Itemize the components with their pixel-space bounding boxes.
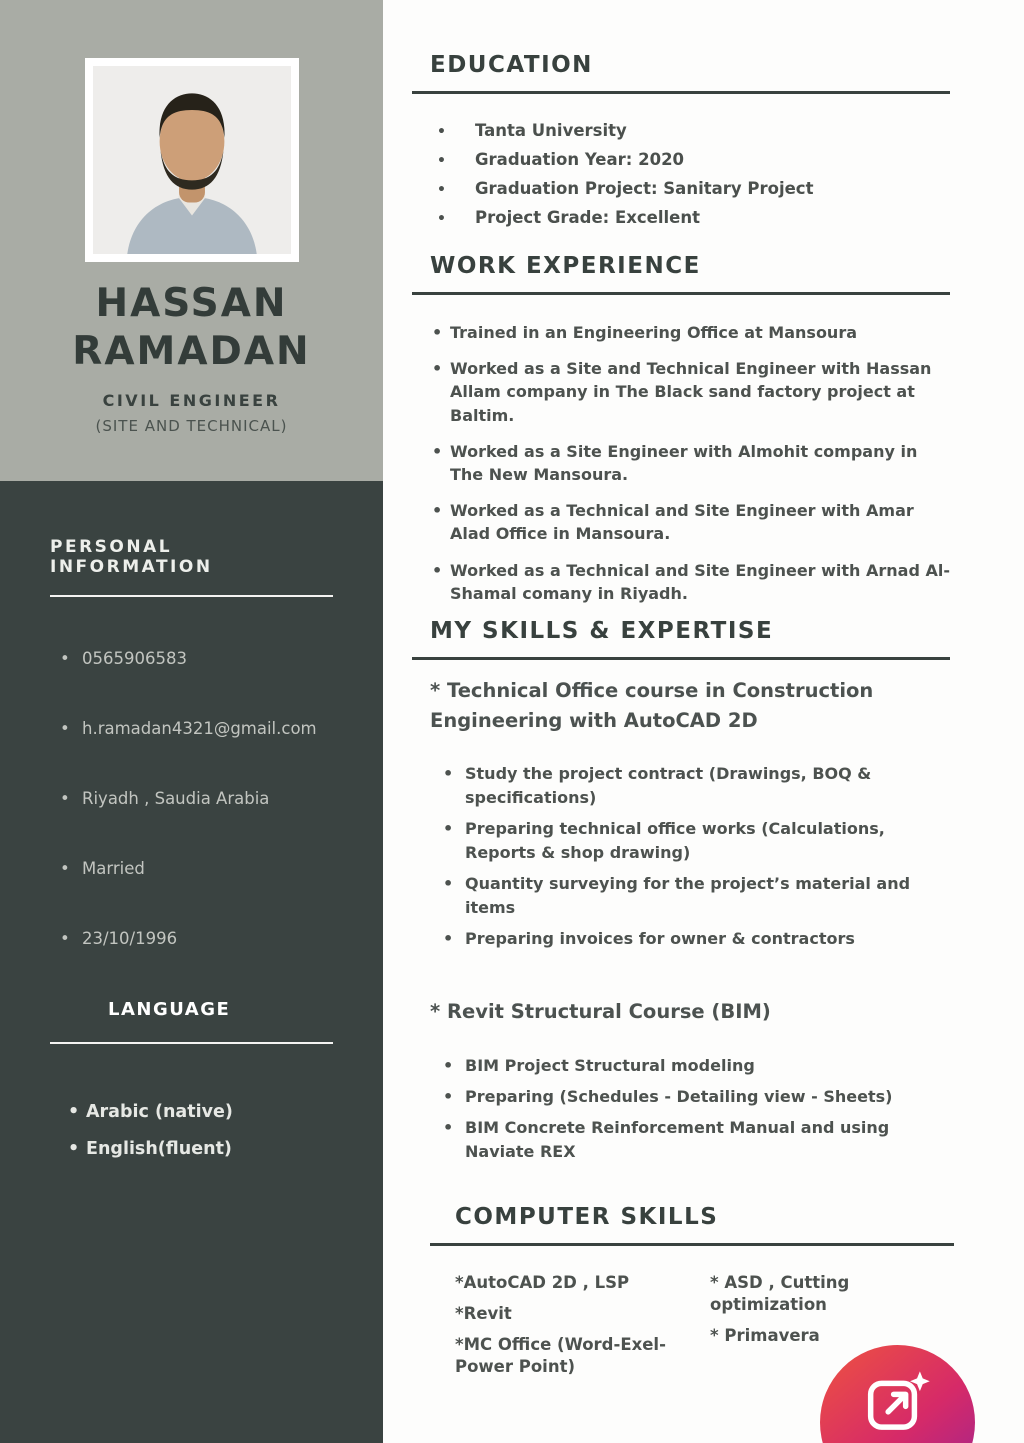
course-title-revit: * Revit Structural Course (BIM) [430, 1000, 771, 1024]
language-item: • English(fluent) [86, 1139, 333, 1159]
person-name [0, 280, 383, 375]
computer-skill-item: *AutoCAD 2D , LSP [455, 1272, 630, 1292]
email-address: • h.ramadan4321@gmail.com [82, 719, 333, 738]
education-list [430, 121, 954, 227]
technical-office-skill-list [430, 762, 954, 951]
language-heading: LANGUAGE [108, 999, 231, 1020]
skill-item: • Preparing technical office works (Calculations, Reports & shop drawing) [465, 817, 954, 865]
computer-skills-column-left [455, 1272, 710, 1388]
revit-skill-list [430, 1054, 954, 1164]
skill-item: • Study the project contract (Drawings, BOQ & specifications) [465, 762, 954, 810]
personal-info-heading: PERSONAL INFORMATION [50, 537, 213, 577]
language-item: • Arabic (native) [86, 1102, 333, 1122]
education-divider [412, 91, 950, 94]
person-name-line1: HASSAN [95, 281, 288, 326]
course-title-technical-office: * Technical Office course in Construction Engineering with AutoCAD 2D [430, 678, 874, 733]
job-title: CIVIL ENGINEER [102, 391, 281, 411]
profile-section [0, 0, 383, 481]
skill-item: • BIM Concrete Reinforcement Manual and using Naviate REX [465, 1116, 954, 1164]
language-divider [50, 1042, 333, 1044]
job-subtitle: (SITE AND TECHNICAL) [95, 417, 288, 436]
work-experience-heading: WORK EXPERIENCE [430, 253, 701, 279]
experience-item: • Trained in an Engineering Office at Mansoura [450, 321, 954, 344]
skill-item: • Preparing (Schedules - Detailing view - Sheets) [465, 1085, 954, 1109]
marital-status: • Married [82, 859, 333, 878]
phone-number: • 0565906583 [82, 649, 333, 668]
sidebar-details [0, 481, 383, 1443]
education-item: • Graduation Year: 2020 [475, 150, 954, 169]
skill-item: • Preparing invoices for owner & contractors [465, 927, 954, 951]
person-portrait-illustration [93, 66, 291, 254]
skill-item: • BIM Project Structural modeling [465, 1054, 954, 1078]
sidebar [0, 0, 383, 1443]
computer-skill-item: *MC Office (Word-Exel-Power Point) [455, 1335, 666, 1377]
experience-item: • Worked as a Site and Technical Engineer with Hassan Allam company in The Black sand factory project at Baltim. [450, 357, 954, 427]
education-section [430, 52, 954, 227]
skills-divider [412, 657, 950, 660]
work-experience-list [430, 321, 954, 605]
computer-skills-divider [430, 1243, 954, 1246]
person-name-line2: RAMADAN [72, 328, 311, 374]
computer-skills-heading: COMPUTER SKILLS [455, 1203, 719, 1230]
experience-item: • Worked as a Site Engineer with Almohit company in The New Mansoura. [450, 440, 954, 486]
language-list [50, 1102, 333, 1159]
work-experience-section [430, 253, 954, 605]
skills-section [430, 618, 954, 1164]
location: • Riyadh , Saudia Arabia [82, 789, 333, 808]
experience-item: • Worked as a Technical and Site Engineer with Amar Alad Office in Mansoura. [450, 499, 954, 545]
work-experience-divider [412, 292, 950, 295]
education-item: • Graduation Project: Sanitary Project [475, 179, 954, 198]
education-item: • Tanta University [475, 121, 954, 140]
education-heading: EDUCATION [430, 52, 593, 78]
main-content [383, 0, 1024, 1443]
computer-skill-item: *Revit [455, 1303, 512, 1323]
education-item: • Project Grade: Excellent [475, 208, 954, 227]
profile-photo [85, 58, 299, 262]
personal-info-list [50, 649, 333, 948]
skills-heading: MY SKILLS & EXPERTISE [430, 617, 774, 644]
birth-date: • 23/10/1996 [82, 929, 333, 948]
personal-info-divider [50, 595, 333, 597]
experience-item: • Worked as a Technical and Site Engineer with Arnad Al-Shamal comany in Riyadh. [450, 559, 954, 605]
computer-skill-item: * Primavera [710, 1326, 820, 1346]
skill-item: • Quantity surveying for the project’s material and items [465, 872, 954, 920]
resize-app-icon [863, 1367, 933, 1437]
computer-skill-item: * ASD , Cutting optimization [710, 1272, 850, 1314]
